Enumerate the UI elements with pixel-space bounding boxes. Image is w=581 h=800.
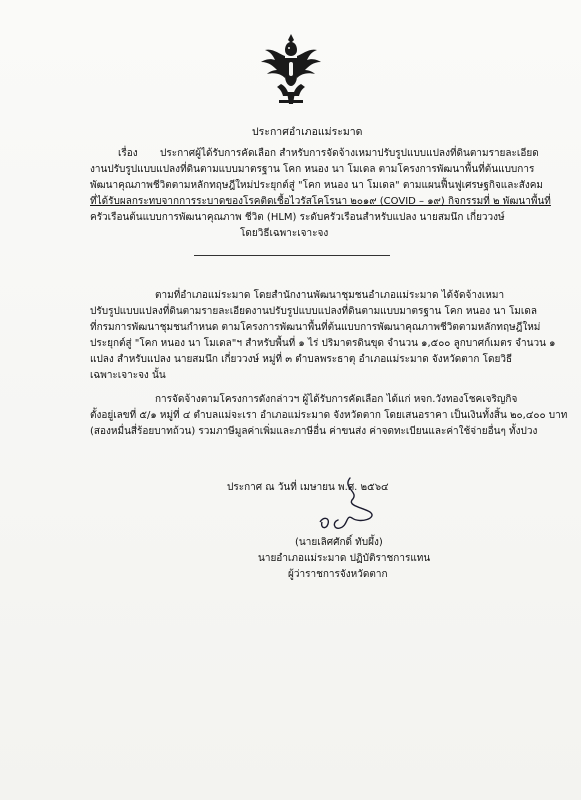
paragraph-line: ประยุกต์สู่ "โคก หนอง นา โมเดล"ฯ สำหรับพื้นที่ ๑ ไร่ ปริมาตรดินขุด จำนวน ๑,๕๐๐ ลูกบาศก์เมตร จำนวน ๑ [90,338,556,349]
paragraph-line: ที่กรมการพัฒนาชุมชนกำหนด ตามโครงการพัฒนาพื้นที่ต้นแบบการพัฒนาคุณภาพชีวิตตามหลักทฤษฎีใหม่ [90,322,541,333]
paragraph-line: (สองหมื่นสี่ร้อยบาทถ้วน) รวมภาษีมูลค่าเพิ่มและภาษีอื่น ค่าขนส่ง ค่าจดทะเบียนและค่าใช้จ่ายอื่นๆ ทั้งปวง [90,426,538,437]
paragraph-line: การจัดจ้างตามโครงการดังกล่าวฯ ผู้ได้รับการคัดเลือก ได้แก่ หจก.วังทองโชคเจริญกิจ [155,394,518,405]
paragraph-line: เฉพาะเจาะจง นั้น [90,370,166,381]
subject-line: ที่ได้รับผลกระทบจากการระบาดของโรคติดเชื้อไวรัสโคโรนา ๒๐๑๙ (COVID – ๑๙) กิจกรรมที่ ๒ พัฒนาพื้นที่ [90,196,551,207]
signatory-position: ผู้ว่าราชการจังหวัดตาก [288,569,388,580]
handwritten-signature [290,470,450,540]
paragraph-line: ปรับรูปแบบแปลงที่ดินตามรายละเอียดงานปรับรูปแบบแปลงที่ดินตามแบบมาตรฐาน โคก หนอง นา โมเดล [90,306,537,317]
announcement-date: ประกาศ ณ วันที่ เมษายน พ.ศ. ๒๕๖๔ [227,482,389,493]
page-title: ประกาศอำเภอแม่ระมาด [252,126,363,138]
garuda-emblem-icon [259,32,323,108]
paragraph-line: ตั้งอยู่เลขที่ ๕/๑ หมู่ที่ ๔ ตำบลแม่จะเรา อำเภอแม่ระมาด จังหวัดตาก โดยเสนอราคา เป็นเงินทั้งสิ้น ๒๐,๔๐๐ บาท [90,410,568,421]
paragraph-line: แปลง สำหรับแปลง นายสมนึก เกี่ยววงษ์ หมู่ที่ ๓ ตำบลพระธาตุ อำเภอแม่ระมาด จังหวัดตาก โดยวิธี [90,354,513,365]
subject-label: เรื่อง [118,148,138,159]
paragraph-line: ตามที่อำเภอแม่ระมาด โดยสำนักงานพัฒนาชุมชนอำเภอแม่ระมาด ได้จัดจ้างเหมา [155,290,505,301]
subject-line: ครัวเรือนต้นแบบการพัฒนาคุณภาพ ชีวิต (HLM) ระดับครัวเรือนสำหรับแปลง นายสมนึก เกี่ยววงษ์ [90,212,505,223]
divider [194,255,390,256]
signatory-position: นายอำเภอแม่ระมาด ปฏิบัติราชการแทน [258,553,431,564]
signatory-name: (นายเลิศศักดิ์ ทับผึ้ง) [295,537,383,548]
subject-line: โดยวิธีเฉพาะเจาะจง [240,228,329,239]
subject-line: ประกาศผู้ได้รับการคัดเลือก สำหรับการจัดจ้างเหมาปรับรูปแบบแปลงที่ดินตามรายละเอียด [160,148,539,159]
subject-line: งานปรับรูปแบบแปลงที่ดินตามแบบมาตรฐาน โคก หนอง นา โมเดล ตามโครงการพัฒนาพื้นที่ต้นแบบการ [90,164,535,175]
subject-line: พัฒนาคุณภาพชีวิตตามหลักทฤษฎีใหม่ประยุกต์สู่ "โคก หนอง นา โมเดล" ตามแผนฟื้นฟูเศรษฐกิจและสังคม [90,180,544,191]
